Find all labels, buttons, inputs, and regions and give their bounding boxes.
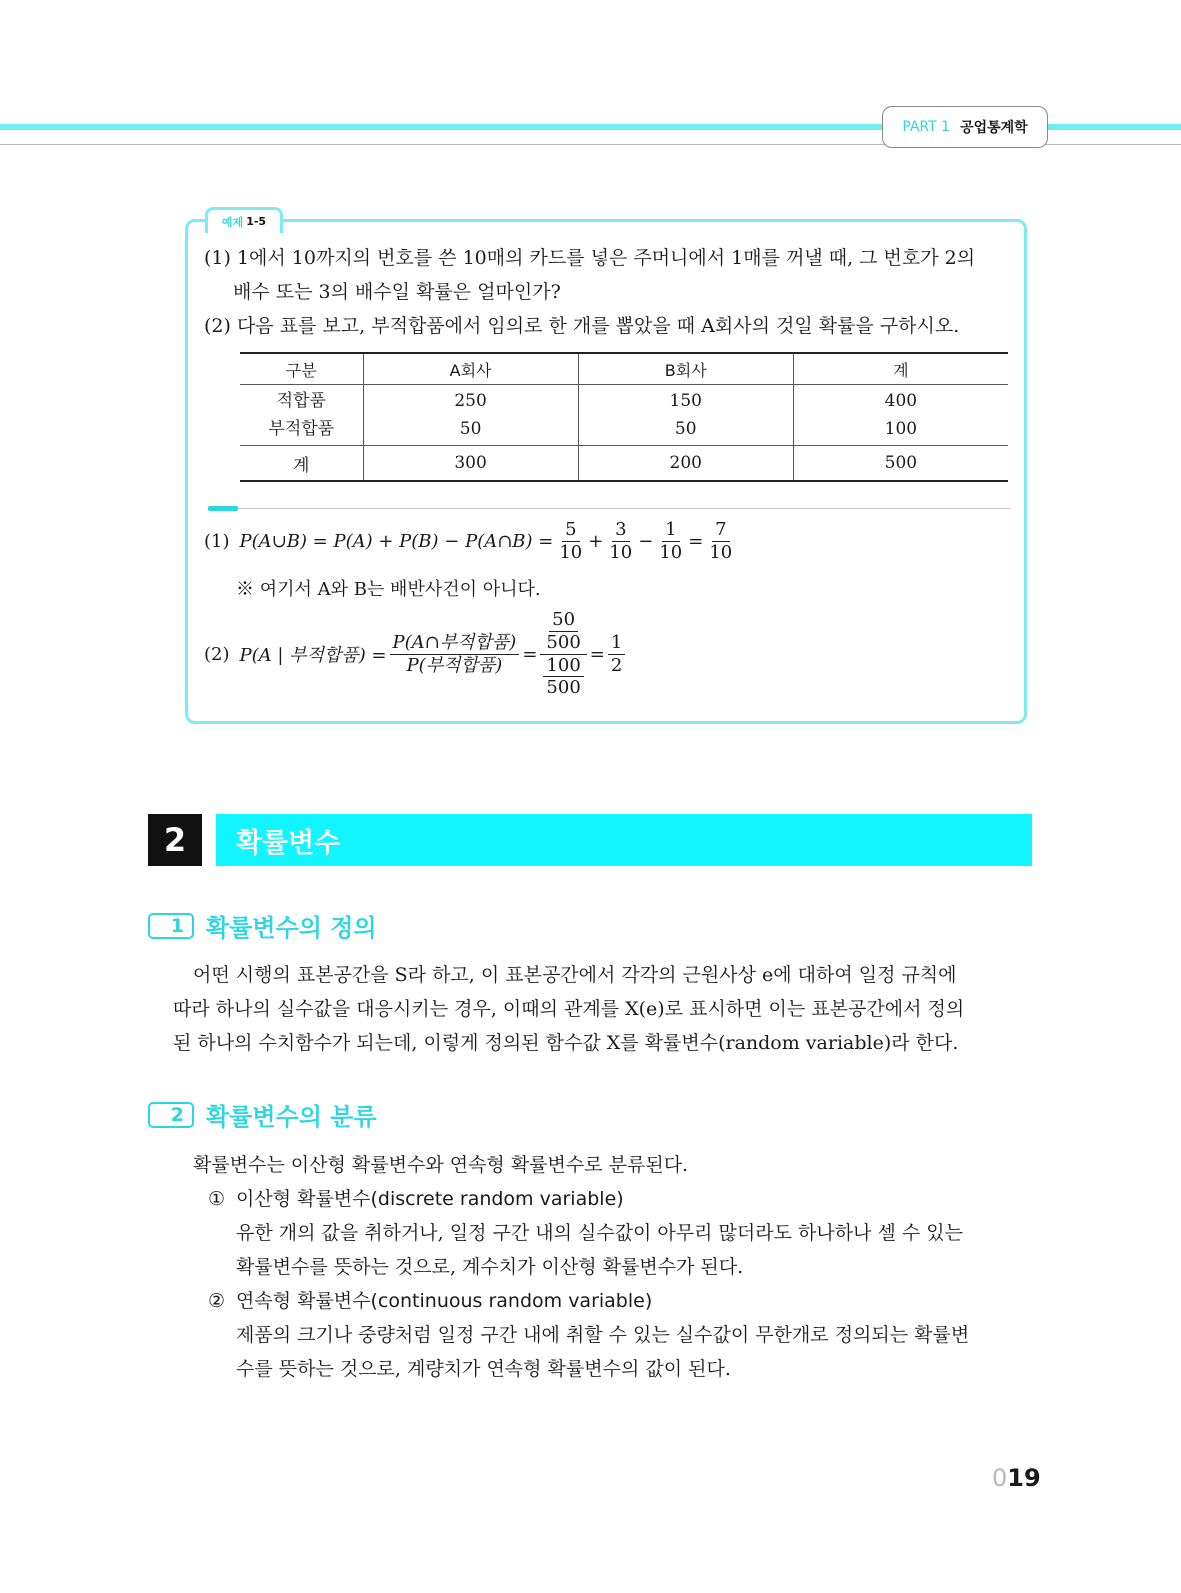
- section-number: 2: [148, 814, 202, 866]
- example-code: 예제: [221, 215, 244, 229]
- header-subject: 공업통계학: [960, 120, 1028, 136]
- section-title: 확률변수: [216, 814, 1032, 866]
- paragraph-line: 따라 하나의 실수값을 대응시키는 경우, 이때의 관계를 X(e)로 표시하면 이는 표본공간에서 정의: [173, 998, 965, 1020]
- solution-note: ※ 여기서 A와 B는 배반사건이 아니다.: [236, 579, 541, 600]
- numerator: 5: [562, 520, 579, 542]
- table-cell: [240, 385, 363, 446]
- table-row: [240, 385, 1008, 446]
- numerator: 3: [612, 520, 629, 542]
- operator: −: [638, 530, 654, 552]
- list-item-title: 연속형 확률변수(continuous random variable): [236, 1290, 653, 1312]
- cell-value: 50: [459, 419, 482, 439]
- fraction: [656, 520, 685, 563]
- question-1-line-1: (1) 1에서 10까지의 번호를 쓴 10매의 카드를 넣은 주머니에서 1매를 꺼낼 때, 그 번호가 2의: [204, 247, 976, 269]
- cell-value: 100: [884, 419, 918, 439]
- paragraph-line: 확률변수를 뜻하는 것으로, 계수치가 이산형 확률변수가 된다.: [236, 1256, 744, 1278]
- table-header-cell: 구분: [240, 353, 363, 385]
- solution-divider: [208, 508, 1010, 509]
- table-header-row: [240, 353, 1008, 385]
- subsection-2-number: 2: [148, 1102, 194, 1128]
- question-2: (2) 다음 표를 보고, 부적합품에서 임의로 한 개를 뽑았을 때 A회사의 것일 확률을 구하시오.: [204, 315, 960, 337]
- denominator: 500: [546, 677, 581, 699]
- table-cell: 300: [363, 446, 578, 482]
- numerator: [540, 610, 586, 655]
- table-header-cell: B회사: [578, 353, 793, 385]
- denominator: 2: [610, 654, 623, 676]
- subsection-1-title: 확률변수의 정의: [206, 914, 377, 942]
- table-cell: [578, 385, 793, 446]
- subsection-1-number: 1: [148, 913, 194, 939]
- table-header-cell: A회사: [363, 353, 578, 385]
- example-number: 1-5: [246, 215, 267, 228]
- solution-1-label: (1): [204, 530, 230, 552]
- question-1-line-2: 배수 또는 3의 배수일 확률은 얼마인가?: [233, 281, 561, 303]
- operator: +: [588, 530, 604, 552]
- paragraph-line: 된 하나의 수치함수가 되는데, 이렇게 정의된 함수값 X를 확률변수(random variable)라 한다.: [173, 1032, 959, 1054]
- numerator: 50: [549, 610, 578, 632]
- fraction: [608, 633, 625, 676]
- solution-2-label: (2): [204, 643, 230, 665]
- table-header-cell: 계: [793, 353, 1008, 385]
- list-item-title: 이산형 확률변수(discrete random variable): [236, 1188, 624, 1210]
- table-cell: [363, 385, 578, 446]
- paragraph-line: 제품의 크기나 중량처럼 일정 구간 내에 취할 수 있는 실수값이 무한개로 정의되는 확률변: [236, 1324, 970, 1346]
- table-cell: 계: [240, 446, 363, 482]
- operator: =: [688, 530, 704, 552]
- numerator: P(A∩부적합품): [390, 633, 520, 655]
- numerator: 1: [662, 520, 679, 542]
- solution-1-expression: P(A∪B) = P(A) + P(B) − P(A∩B) =: [239, 530, 554, 552]
- table-cell: [793, 385, 1008, 446]
- paragraph-line: 유한 개의 값을 취하거나, 일정 구간 내의 실수값이 아무리 많더라도 하나하나 셀 수 있는: [236, 1222, 963, 1244]
- solution-marker: [208, 506, 238, 511]
- header-part: PART 1: [902, 119, 951, 135]
- fraction: [390, 633, 520, 676]
- subsection-2-title: 확률변수의 분류: [206, 1103, 377, 1131]
- paragraph-line: 확률변수는 이산형 확률변수와 연속형 확률변수로 분류된다.: [193, 1154, 689, 1176]
- numerator: 100: [543, 656, 583, 678]
- page-number-value: 19: [1007, 1464, 1041, 1492]
- denominator: P(부적합품): [406, 654, 503, 676]
- list-marker: ①: [208, 1188, 226, 1210]
- fraction: [543, 610, 583, 653]
- fraction: [706, 520, 735, 563]
- solution-1: [204, 518, 738, 564]
- fraction: [606, 520, 635, 563]
- data-table: [240, 352, 1008, 482]
- table-total-row: [240, 446, 1008, 482]
- denominator: 10: [559, 541, 583, 563]
- cell-value: 50: [674, 419, 697, 439]
- cell-value: 400: [884, 391, 918, 411]
- solution-2-lhs: P(A | 부적합품) =: [239, 645, 387, 666]
- page-number: [992, 1464, 1041, 1492]
- paragraph-line: 수를 뜻하는 것으로, 계량치가 연속형 확률변수의 값이 된다.: [236, 1358, 731, 1380]
- fraction: [556, 520, 585, 563]
- cell-value: 250: [454, 391, 487, 411]
- table-cell: 200: [578, 446, 793, 482]
- denominator: 10: [609, 541, 633, 563]
- numerator: 1: [608, 633, 625, 655]
- numerator: 7: [712, 520, 729, 542]
- row-label: 적합품: [276, 391, 326, 411]
- page-number-prefix: 0: [992, 1464, 1008, 1492]
- denominator: 500: [546, 631, 581, 653]
- complex-fraction: [540, 610, 586, 698]
- solution-2: [204, 608, 628, 700]
- list-marker: ②: [208, 1290, 226, 1312]
- denominator: 10: [659, 541, 683, 563]
- table-cell: 500: [793, 446, 1008, 482]
- example-tab: [205, 207, 283, 233]
- row-label: 부적합품: [268, 419, 335, 439]
- fraction: [543, 656, 583, 699]
- paragraph-line: 어떤 시행의 표본공간을 S라 하고, 이 표본공간에서 각각의 근원사상 e에 대하여 일정 규칙에: [193, 964, 957, 986]
- denominator: 10: [709, 541, 733, 563]
- denominator: [540, 655, 586, 699]
- operator: =: [522, 643, 538, 665]
- header-tab: [882, 106, 1048, 148]
- cell-value: 150: [669, 391, 702, 411]
- operator: =: [589, 643, 605, 665]
